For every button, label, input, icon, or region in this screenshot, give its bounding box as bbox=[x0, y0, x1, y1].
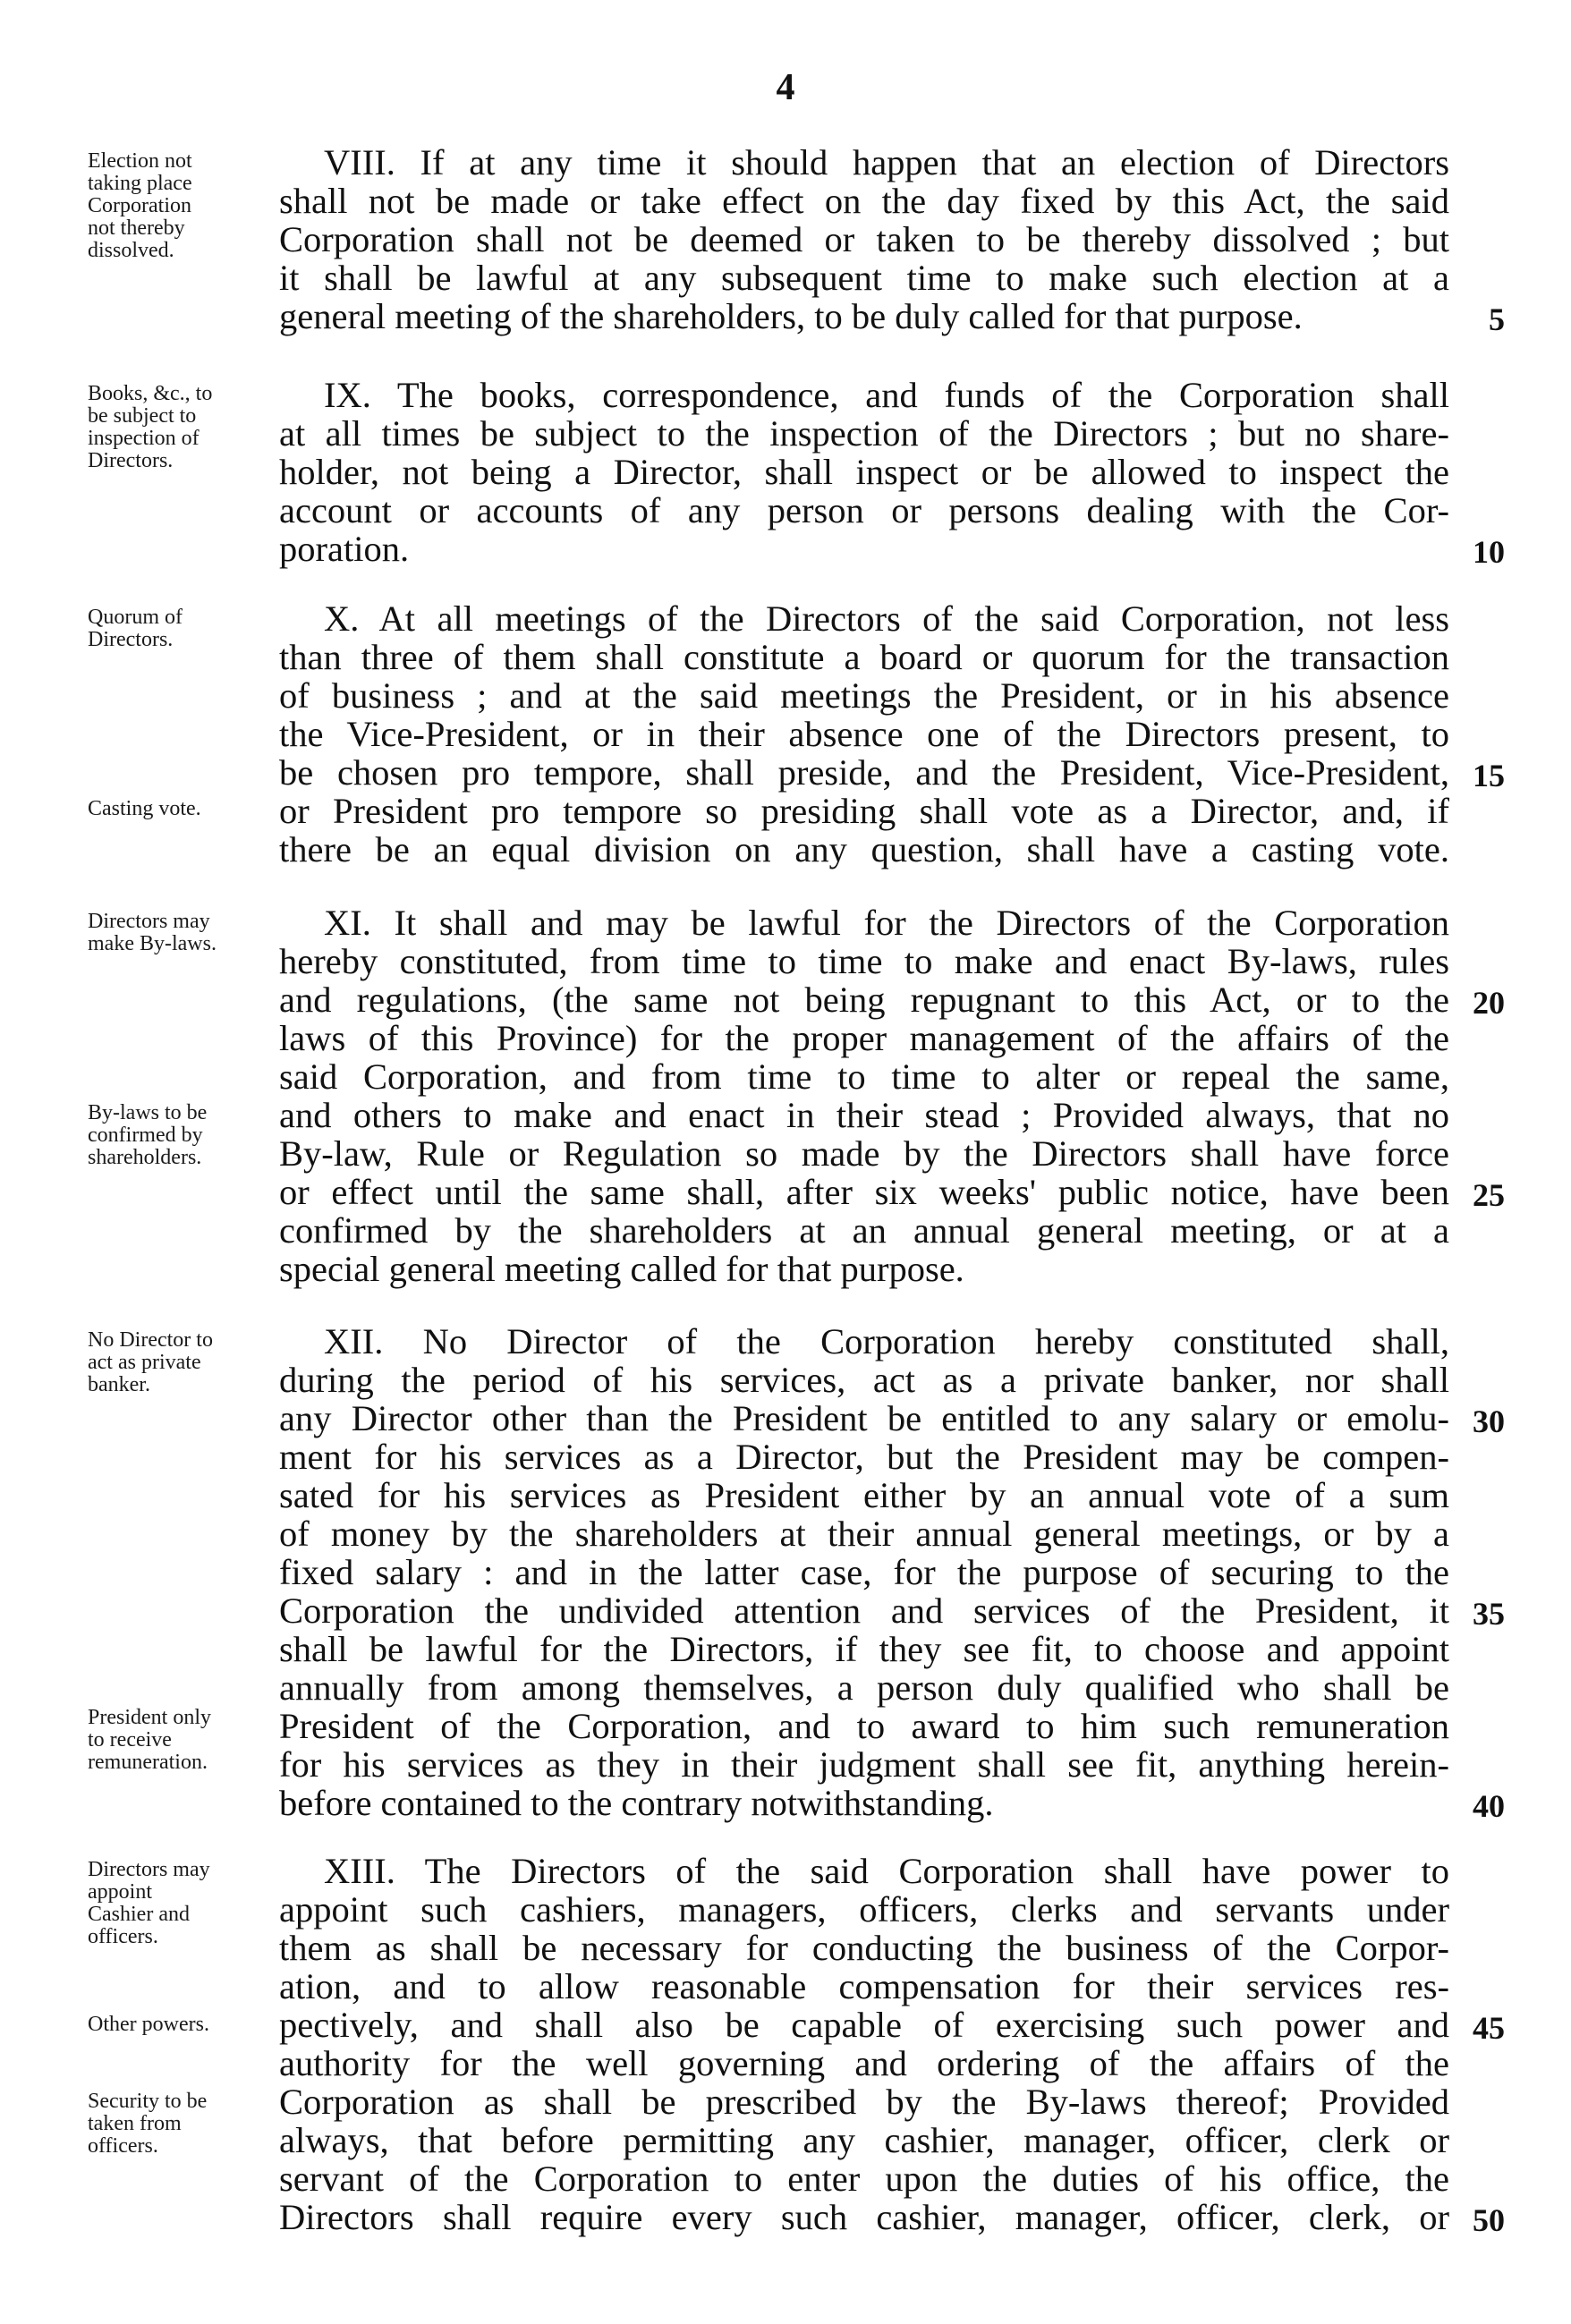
note-line: Casting vote. bbox=[88, 797, 201, 820]
text-line: Directors shall require every such cashier, manager, officer, clerk, or bbox=[279, 2197, 1449, 2237]
text-line: X. At all meetings of the Directors of the said Corporation, not less bbox=[324, 598, 1449, 639]
text-line: ment for his services as a Director, but the President may be compen- bbox=[279, 1437, 1449, 1477]
note-line: Directors may bbox=[88, 1858, 210, 1881]
text-line: before contained to the contrary notwithstanding. bbox=[279, 1783, 994, 1823]
margin-note-casting-vote bbox=[88, 798, 276, 820]
text-line: Corporation the undivided attention and services of the President, it bbox=[279, 1590, 1449, 1631]
note-line: banker. bbox=[88, 1373, 150, 1396]
section-text bbox=[279, 903, 1449, 1288]
text-line: XI. It shall and may be lawful for the Directors of the Corporation bbox=[324, 903, 1449, 943]
line-number: 15 bbox=[1473, 758, 1505, 793]
text-line: VIII. If at any time it should happen that an election of Directors bbox=[324, 142, 1449, 182]
text-line: annually from among themselves, a person duly qualified who shall be bbox=[279, 1667, 1449, 1708]
line-number: 25 bbox=[1473, 1177, 1505, 1213]
text-line: XII. No Director of the Corporation hereby constituted shall, bbox=[324, 1321, 1449, 1361]
text-line: be chosen pro tempore, shall preside, and the President, Vice-President, bbox=[279, 752, 1449, 793]
margin-note-books bbox=[88, 383, 276, 472]
section-text bbox=[279, 599, 1449, 869]
text-line: general meeting of the shareholders, to be duly called for that purpose. bbox=[279, 296, 1303, 336]
note-line: taken from bbox=[88, 2112, 182, 2135]
note-line: Election not bbox=[88, 149, 192, 173]
text-line: hereby constituted, from time to time to make and enact By-laws, rules bbox=[279, 941, 1449, 981]
text-line: said Corporation, and from time to time to alter or repeal the same, bbox=[279, 1056, 1449, 1097]
text-line: servant of the Corporation to enter upon the duties of his office, the bbox=[279, 2159, 1449, 2199]
text-line: laws of this Province) for the proper management of the affairs of the bbox=[279, 1018, 1449, 1058]
section-text bbox=[279, 143, 1449, 335]
text-line: By-law, Rule or Regulation so made by the Directors shall have force bbox=[279, 1133, 1449, 1174]
text-line: account or accounts of any person or persons dealing with the Cor- bbox=[279, 490, 1449, 530]
text-line: holder, not being a Director, shall inspect or be allowed to inspect the bbox=[279, 452, 1449, 492]
note-line: officers. bbox=[88, 2134, 158, 2158]
margin-note-election bbox=[88, 150, 276, 262]
text-line: at all times be subject to the inspection of the Directors ; but no share- bbox=[279, 413, 1449, 454]
text-line: authority for the well governing and ordering of the affairs of the bbox=[279, 2043, 1449, 2083]
note-line: officers. bbox=[88, 1925, 158, 1948]
note-line: confirmed by bbox=[88, 1124, 203, 1147]
text-line: for his services as they in their judgment shall see fit, anything herein- bbox=[279, 1744, 1449, 1785]
text-line: than three of them shall constitute a board or quorum for the transaction bbox=[279, 637, 1449, 677]
note-line: dissolved. bbox=[88, 239, 174, 262]
text-line: or effect until the same shall, after six weeks' public notice, have been bbox=[279, 1172, 1449, 1212]
note-line: Quorum of bbox=[88, 606, 183, 629]
note-line: Directors. bbox=[88, 628, 174, 651]
margin-note-bylaws-confirmed bbox=[88, 1102, 276, 1169]
note-line: No Director to bbox=[88, 1328, 213, 1352]
note-line: Books, &c., to bbox=[88, 382, 213, 405]
text-line: appoint such cashiers, managers, officers, clerks and servants under bbox=[279, 1889, 1449, 1930]
text-line: and others to make and enact in their stead ; Provided always, that no bbox=[279, 1095, 1449, 1135]
note-line: Other powers. bbox=[88, 2013, 209, 2036]
note-line: act as private bbox=[88, 1351, 201, 1374]
note-line: appoint bbox=[88, 1880, 152, 1904]
note-line: to receive bbox=[88, 1728, 172, 1751]
text-line: pectively, and shall also be capable of exercising such power and bbox=[279, 2005, 1449, 2045]
text-line: the Vice-President, or in their absence one of the Directors present, to bbox=[279, 714, 1449, 754]
page-number: 4 bbox=[776, 67, 795, 108]
line-number: 5 bbox=[1489, 301, 1505, 337]
text-line: it shall be lawful at any subsequent time to make such election at a bbox=[279, 258, 1449, 298]
note-line: Corporation bbox=[88, 194, 191, 217]
margin-note-no-private-banker bbox=[88, 1329, 276, 1396]
margin-note-bylaws bbox=[88, 911, 276, 955]
text-line: shall not be made or take effect on the day fixed by this Act, the said bbox=[279, 181, 1449, 221]
note-line: remuneration. bbox=[88, 1751, 208, 1774]
note-line: shareholders. bbox=[88, 1146, 202, 1169]
note-line: Cashier and bbox=[88, 1903, 190, 1926]
text-line: or President pro tempore so presiding shall vote as a Director, and, if bbox=[279, 791, 1449, 831]
text-line: and regulations, (the same not being repugnant to this Act, or to the bbox=[279, 980, 1449, 1020]
section-text bbox=[279, 1322, 1449, 1822]
text-line: sated for his services as President either by an annual vote of a sum bbox=[279, 1475, 1449, 1515]
margin-note-other-powers bbox=[88, 2014, 276, 2036]
line-number: 45 bbox=[1473, 2010, 1505, 2046]
text-line: confirmed by the shareholders at an annual general meeting, or at a bbox=[279, 1210, 1449, 1251]
text-line: special general meeting called for that purpose. bbox=[279, 1249, 964, 1289]
text-line: always, that before permitting any cashier, manager, officer, clerk or bbox=[279, 2120, 1449, 2160]
note-line: be subject to bbox=[88, 404, 197, 428]
margin-note-security bbox=[88, 2091, 276, 2158]
text-line: them as shall be necessary for conducting the business of the Corpor- bbox=[279, 1928, 1449, 1968]
line-number: 50 bbox=[1473, 2202, 1505, 2238]
text-line: any Director other than the President be entitled to any salary or emolu- bbox=[279, 1398, 1449, 1438]
line-number: 35 bbox=[1473, 1596, 1505, 1632]
text-line: during the period of his services, act as a private banker, nor shall bbox=[279, 1360, 1449, 1400]
line-number: 20 bbox=[1473, 985, 1505, 1021]
text-line: of money by the shareholders at their annual general meetings, or by a bbox=[279, 1514, 1449, 1554]
text-line: Corporation shall not be deemed or taken to be thereby dissolved ; but bbox=[279, 219, 1449, 259]
section-text bbox=[279, 1852, 1449, 2236]
text-line: President of the Corporation, and to award to him such remuneration bbox=[279, 1706, 1449, 1746]
text-line: shall be lawful for the Directors, if they see fit, to choose and appoint bbox=[279, 1629, 1449, 1669]
note-line: Directors may bbox=[88, 910, 210, 933]
text-line: there be an equal division on any question, shall have a casting vote. bbox=[279, 829, 1449, 869]
text-line: poration. bbox=[279, 529, 410, 569]
text-line: IX. The books, correspondence, and funds of the Corporation shall bbox=[324, 375, 1449, 415]
note-line: taking place bbox=[88, 172, 192, 195]
note-line: President only bbox=[88, 1706, 211, 1729]
line-number: 30 bbox=[1473, 1404, 1505, 1439]
section-text bbox=[279, 376, 1449, 568]
margin-note-appoint-officers bbox=[88, 1859, 276, 1948]
margin-note-quorum bbox=[88, 606, 276, 651]
text-line: Corporation as shall be prescribed by the By-laws thereof; Provided bbox=[279, 2082, 1449, 2122]
note-line: inspection of bbox=[88, 427, 200, 450]
note-line: not thereby bbox=[88, 216, 185, 240]
text-line: XIII. The Directors of the said Corporation shall have power to bbox=[324, 1851, 1449, 1891]
text-line: ation, and to allow reasonable compensation for their services res- bbox=[279, 1966, 1449, 2006]
text-line: fixed salary : and in the latter case, for the purpose of securing to the bbox=[279, 1552, 1449, 1592]
note-line: Directors. bbox=[88, 449, 174, 472]
line-number: 40 bbox=[1473, 1788, 1505, 1824]
note-line: make By-laws. bbox=[88, 932, 217, 955]
note-line: Security to be bbox=[88, 2090, 208, 2113]
margin-note-president-remuneration bbox=[88, 1707, 276, 1774]
text-line: of business ; and at the said meetings the President, or in his absence bbox=[279, 675, 1449, 716]
note-line: By-laws to be bbox=[88, 1101, 208, 1124]
line-number: 10 bbox=[1473, 534, 1505, 570]
